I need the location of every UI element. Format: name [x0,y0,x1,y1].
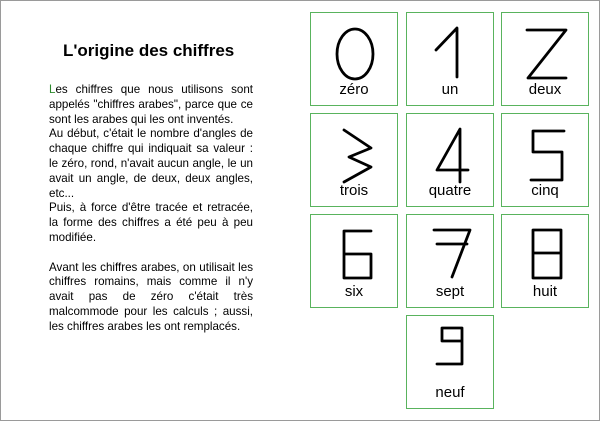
digit-card-6 [310,214,398,308]
digit-card-3 [310,113,398,207]
digit-card-4 [406,113,494,207]
digit-card-7 [406,214,494,308]
digit-word: cinq [531,182,559,199]
paragraph-2: Au début, c'était le nombre d'angles de chaque chiffre qui indiquait sa valeur : le zéro, rond, n'avait aucun angle, le un avait un angle, de deux, deux angles, etc... [49,127,253,200]
digit-card-2 [501,12,589,106]
digit-word: huit [532,283,558,300]
digit-word: trois [339,182,369,199]
digit-word: deux [528,81,562,98]
digit-card-5 [501,113,589,207]
digit-word: six [344,283,364,300]
digit-card-8 [501,214,589,308]
digit-word: quatre [428,182,472,199]
digit-card-0 [310,12,398,106]
paragraph-1 [49,83,253,127]
drop-cap: L [49,83,56,96]
paragraph-1-text: es chiffres que nous utilisons sont appelés "chiffres arabes", parce que ce sont les arabes qui les ont inventés. [49,83,253,126]
paragraph-spacer [49,246,253,261]
digit-word: sept [435,283,465,300]
digit-card-1 [406,12,494,106]
digit-card-9 [406,315,494,409]
digit-word: un [441,81,459,98]
paragraph-3: Puis, à force d'être tracée et retracée, la forme des chiffres a été peu à peu modifiée. [49,201,253,244]
paragraph-4: Avant les chiffres arabes, on utilisait les chiffres romains, mais comme il n'y avait pas de zéro c'était très malcommode pour les calculs ; aussi, les chiffres arabes les ont remplacés. [49,260,253,333]
digit-word: zéro [339,81,369,98]
digit-word: neuf [435,384,465,401]
body-text [49,83,253,335]
page-title: L'origine des chiffres [63,41,235,60]
